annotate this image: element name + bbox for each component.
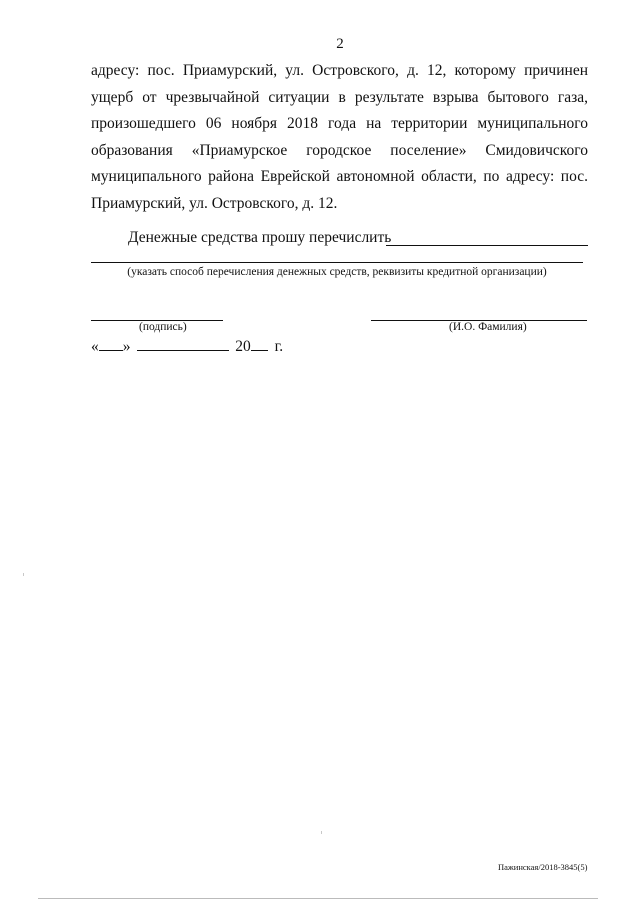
- name-label: (И.О. Фамилия): [449, 321, 527, 333]
- year-blank: [251, 336, 268, 351]
- scan-bottom-edge: [38, 898, 598, 899]
- day-blank: [99, 336, 123, 351]
- year-suffix: г.: [274, 338, 284, 355]
- scan-speck: [23, 573, 24, 576]
- document-code: Пажинская/2018-3845(5): [498, 862, 588, 872]
- page-number: 2: [336, 36, 344, 52]
- scan-speck: [321, 831, 322, 834]
- body-paragraph: адресу: пос. Приамурский, ул. Островского, д. 12, которому причинен ущерб от чрезвычайной ситуации в результате взрыва бытового газа, произошедшего 06 ноября 2018 года на территории муниципального образования «Приамурское городское поселение» Смидовичского муниципального района Еврейской автономной области, по адресу: пос. Приамурский, ул. Островского, д. 12.: [91, 62, 588, 212]
- date-row: [91, 336, 283, 356]
- date-open-quote: «: [91, 338, 99, 355]
- date-close-quote: »: [122, 338, 131, 355]
- year-prefix: 20: [235, 338, 251, 355]
- transfer-label: Денежные средства прошу перечислить: [128, 229, 392, 246]
- signature-label: (подпись): [139, 321, 187, 333]
- transfer-details-line: [91, 262, 583, 263]
- transfer-hint: (указать способ перечисления денежных средств, реквизиты кредитной организации): [127, 266, 547, 278]
- month-blank: [137, 336, 229, 351]
- transfer-blank-line: [386, 245, 588, 246]
